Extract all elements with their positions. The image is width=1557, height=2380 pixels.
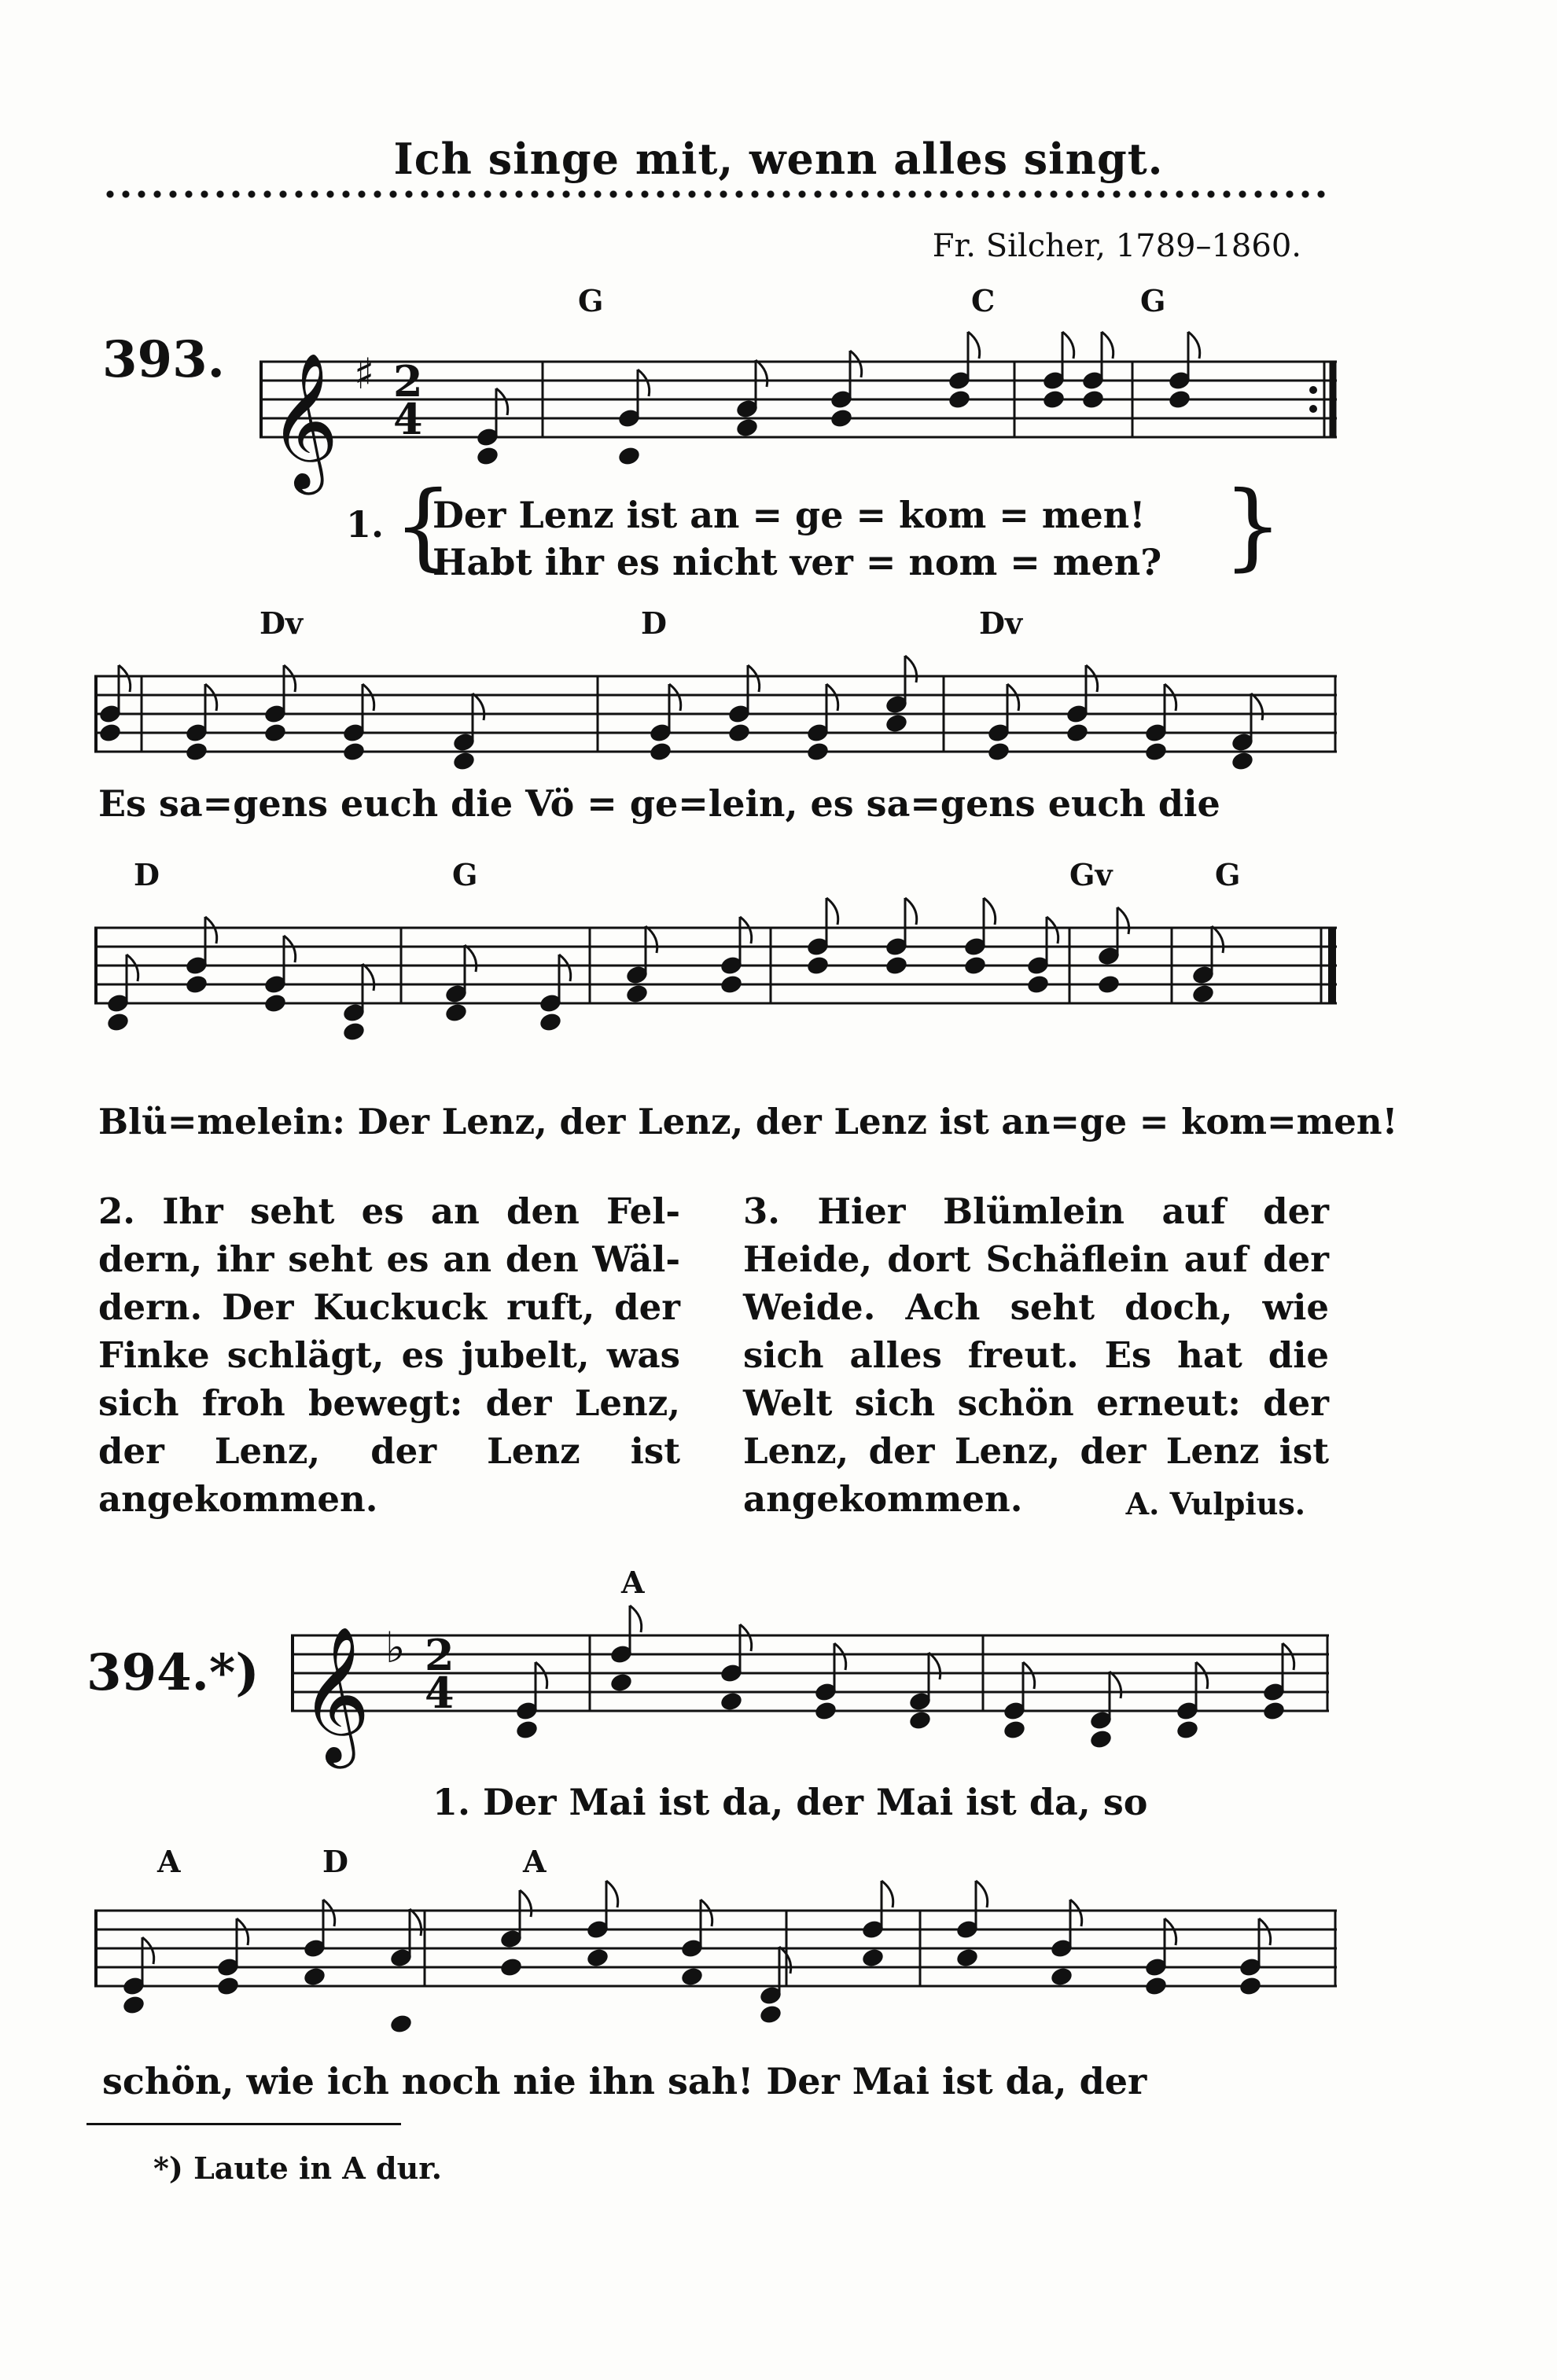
chord-393-3-1: D [134, 857, 160, 892]
chord-393-3-3: Gv [1069, 857, 1113, 892]
music-staff-394-2 [94, 1879, 1337, 2052]
svg-text:4: 4 [393, 394, 423, 444]
chord-393-3-2: G [452, 857, 478, 892]
lyrics-394-1: 1. Der Mai ist da, der Mai ist da, so [432, 1781, 1148, 1823]
lyrics-393-3: Blü=melein: Der Lenz, der Lenz, der Lenz ist an=ge = kom=men! [98, 1101, 1398, 1142]
left-brace: { [393, 472, 454, 581]
chord-393-2-3: Dv [979, 605, 1023, 641]
lyricist-credit: A. Vulpius. [1125, 1486, 1305, 1521]
svg-text:𝄞: 𝄞 [269, 352, 339, 489]
chord-394-2-2: D [322, 1844, 348, 1879]
svg-text:2: 2 [393, 356, 423, 406]
song-number-394: 394.*) [86, 1643, 260, 1702]
svg-text:𝄞: 𝄞 [300, 1626, 370, 1763]
chord-394-1-1: A [621, 1565, 645, 1600]
right-brace: } [1223, 472, 1283, 581]
svg-text:♭: ♭ [385, 1622, 406, 1672]
verse-393-2: 2. Ihr seht es an den Fel- dern, ihr seht es an den Wäl- dern. Der Kuckuck ruft, der Finke schlägt, es jubelt, was sich froh bewegt: der Lenz, der Lenz, der Lenz ist angekommen. [98, 1190, 680, 1520]
lyrics-393-2: Es sa=gens euch die Vö = ge=lein, es sa=gens euch die [98, 782, 1220, 825]
composer-credit: Fr. Silcher, 1789–1860. [932, 228, 1301, 264]
chord-393-1-1: G [578, 283, 604, 318]
svg-text:4: 4 [425, 1668, 455, 1718]
footnote-rule [86, 2123, 401, 2125]
lyrics-393-1a: Der Lenz ist an = ge = kom = men! [432, 494, 1146, 536]
chord-393-2-1: Dv [260, 605, 304, 641]
music-staff-393-2 [94, 645, 1337, 802]
verse-393-3: 3. Hier Blümlein auf der Heide, dort Schäflein auf der Weide. Ach seht doch, wie sich alles freut. Es hat die Welt sich schön erneut: der Lenz, der Lenz, der Lenz ist angekommen. [743, 1190, 1329, 1520]
chord-393-1-2: C [971, 283, 996, 318]
music-staff-393-3 [94, 896, 1337, 1061]
song-number-393: 393. [102, 330, 225, 389]
svg-text:2: 2 [425, 1630, 455, 1680]
chord-394-2-1: A [157, 1844, 181, 1879]
verse-number-393: 1. [346, 503, 385, 546]
chord-393-2-2: D [641, 605, 667, 641]
footnote: *) Laute in A dur. [153, 2150, 442, 2186]
chord-393-1-3: G [1140, 283, 1166, 318]
music-staff-394-1 [291, 1604, 1329, 1769]
page-title: Ich singe mit, wenn alles singt. [393, 134, 1164, 184]
chord-394-2-3: A [523, 1844, 547, 1879]
lyrics-394-2: schön, wie ich noch nie ihn sah! Der Mai ist da, der [102, 2060, 1147, 2102]
chord-393-3-4: G [1215, 857, 1241, 892]
dotted-divider [102, 189, 1329, 200]
svg-text:♯: ♯ [354, 348, 375, 399]
lyrics-393-1b: Habt ihr es nicht ver = nom = men? [432, 541, 1162, 583]
